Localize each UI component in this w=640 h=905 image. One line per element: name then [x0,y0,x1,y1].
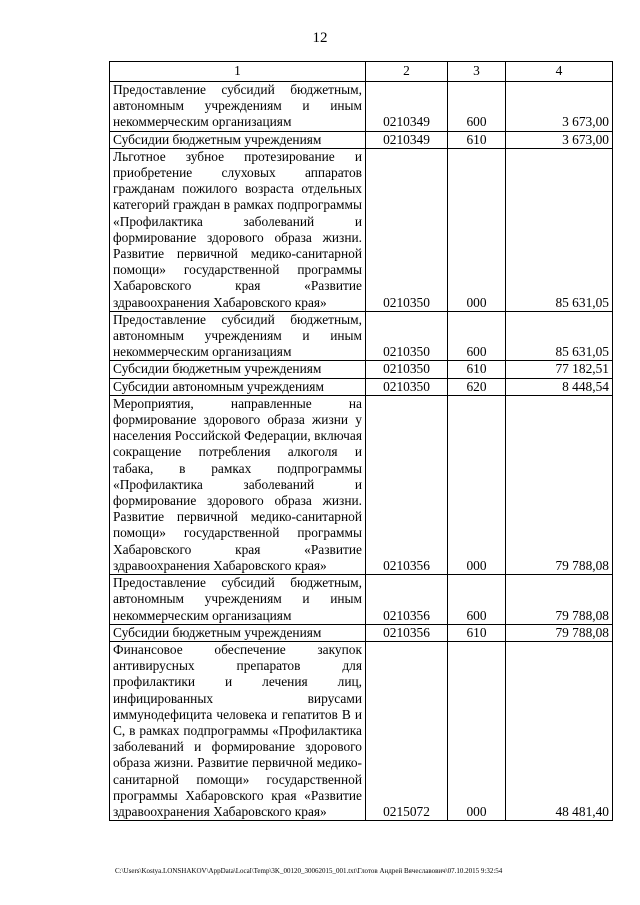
row-target-code: 0210356 [366,624,448,641]
row-description: Субсидии бюджетным учреждениям [110,624,366,641]
row-amount: 77 182,51 [506,361,613,378]
budget-table [109,61,613,821]
table-header-row [110,62,613,82]
column-header-2: 2 [366,62,448,82]
row-target-code: 0210349 [366,82,448,132]
table-row [110,378,613,395]
page-number: 12 [312,30,328,46]
row-description: Предоставление субсидий бюджетным, автономным учреждениям и иным некоммерческим организациям [110,82,366,132]
row-amount: 8 448,54 [506,378,613,395]
row-amount: 85 631,05 [506,311,613,361]
table-row [110,641,613,820]
row-expense-type: 600 [448,82,506,132]
row-expense-type: 610 [448,361,506,378]
table-row [110,575,613,625]
row-target-code: 0210356 [366,395,448,574]
row-expense-type: 600 [448,311,506,361]
row-description: Субсидии бюджетным учреждениям [110,361,366,378]
row-expense-type: 610 [448,131,506,148]
table-row [110,148,613,311]
row-description: Субсидии бюджетным учреждениям [110,131,366,148]
table-row [110,361,613,378]
row-description: Мероприятия, направленные на формирование здорового образа жизни у населения Российской Федерации, включая сокращение потребления алкоголя и табака, в рамках подпрограммы «Профилактика заболеваний и формирование здорового образа жизни. Развитие первичной медико-санитарной помощи» государственной программы Хабаровского края «Развитие здравоохранения Хабаровского края» [110,395,366,574]
row-expense-type: 000 [448,148,506,311]
row-target-code: 0210349 [366,131,448,148]
row-target-code: 0210350 [366,361,448,378]
table-row [110,131,613,148]
row-amount: 48 481,40 [506,641,613,820]
row-description: Субсидии автономным учреждениям [110,378,366,395]
row-target-code: 0210350 [366,378,448,395]
row-expense-type: 600 [448,575,506,625]
row-target-code: 0210356 [366,575,448,625]
table-row [110,395,613,574]
row-target-code: 0210350 [366,148,448,311]
table-row [110,82,613,132]
row-amount: 85 631,05 [506,148,613,311]
row-amount: 3 673,00 [506,131,613,148]
row-expense-type: 000 [448,395,506,574]
row-expense-type: 000 [448,641,506,820]
table-row [110,311,613,361]
row-amount: 79 788,08 [506,575,613,625]
row-amount: 79 788,08 [506,624,613,641]
footer-file-path: C:\Users\Kostya.LONSHAKOV\AppData\Local\Temp\3K_00120_30062015_001.txt\Глотов Андрей Вячеславович\07.10.2015 9:32:54 [115,867,503,875]
column-header-3: 3 [448,62,506,82]
row-description: Льготное зубное протезирование и приобретение слуховых аппаратов гражданам пожилого возраста отдельных категорий граждан в рамках подпрограммы «Профилактика заболеваний и формирование здорового образа жизни. Развитие первичной медико-санитарной помощи» государственной программы Хабаровского края «Развитие здравоохранения Хабаровского края» [110,148,366,311]
row-description: Финансовое обеспечение закупок антивирусных препаратов для профилактики и лечения лиц, инфицированных вирусами иммунодефицита человека и гепатитов B и C, в рамках подпрограммы «Профилактика заболеваний и формирование здорового образа жизни. Развитие первичной медико-санитарной помощи» государственной программы Хабаровского края «Развитие здравоохранения Хабаровского края» [110,641,366,820]
row-expense-type: 610 [448,624,506,641]
row-amount: 3 673,00 [506,82,613,132]
row-expense-type: 620 [448,378,506,395]
column-header-1: 1 [110,62,366,82]
row-target-code: 0215072 [366,641,448,820]
row-description: Предоставление субсидий бюджетным, автономным учреждениям и иным некоммерческим организациям [110,311,366,361]
row-target-code: 0210350 [366,311,448,361]
row-description: Предоставление субсидий бюджетным, автономным учреждениям и иным некоммерческим организациям [110,575,366,625]
column-header-4: 4 [506,62,613,82]
table-row [110,624,613,641]
row-amount: 79 788,08 [506,395,613,574]
